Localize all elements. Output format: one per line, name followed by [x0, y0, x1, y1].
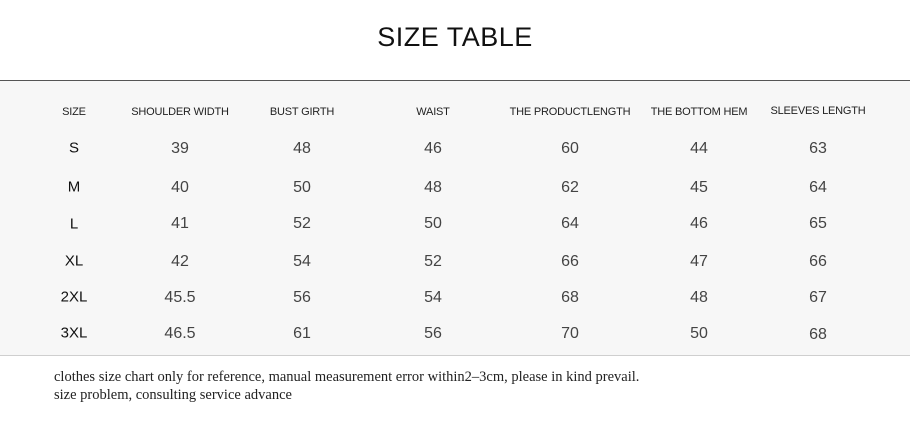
header-bust-girth: BUST GIRTH — [269, 106, 335, 118]
table-cell: 39 — [171, 140, 189, 157]
header-size: SIZE — [62, 106, 86, 118]
page-title: SIZE TABLE — [377, 22, 533, 52]
size-table-panel — [0, 81, 910, 355]
table-cell: M — [67, 178, 81, 196]
table-cell: 52 — [293, 215, 311, 232]
table-cell: XL — [64, 252, 84, 270]
table-cell: L — [69, 215, 79, 233]
table-cell: 42 — [171, 253, 189, 270]
table-cell: 68 — [561, 289, 579, 306]
header-sleeves-length: SLEEVES LENGTH — [770, 105, 866, 117]
table-cell: 48 — [424, 179, 442, 196]
table-cell: 45 — [690, 179, 708, 196]
table-cell: 52 — [424, 253, 442, 270]
table-cell: 64 — [809, 179, 827, 196]
table-cell: 63 — [809, 140, 827, 157]
table-cell: 46.5 — [164, 325, 196, 342]
service-note: size problem, consulting service advance — [54, 387, 292, 403]
table-cell: 66 — [809, 253, 827, 270]
table-cell: 47 — [690, 253, 708, 270]
table-cell: 68 — [809, 326, 827, 343]
table-cell: 64 — [561, 215, 579, 232]
table-cell: 61 — [293, 325, 311, 342]
table-cell: 2XL — [60, 288, 88, 306]
table-cell: 54 — [293, 253, 311, 270]
table-cell: 48 — [690, 289, 708, 306]
table-cell: 60 — [561, 140, 579, 157]
table-cell: 66 — [561, 253, 579, 270]
table-cell: S — [68, 139, 80, 157]
table-cell: 44 — [690, 140, 708, 157]
header-product-length: THE PRODUCTLENGTH — [509, 106, 631, 118]
table-cell: 46 — [424, 140, 442, 157]
table-cell: 50 — [690, 325, 708, 342]
table-cell: 56 — [293, 289, 311, 306]
table-cell: 48 — [293, 140, 311, 157]
table-cell: 56 — [424, 325, 442, 342]
disclaimer-note: clothes size chart only for reference, manual measurement error within2–3cm, please in kind prevail. — [54, 369, 640, 385]
header-bottom-hem: THE BOTTOM HEM — [650, 106, 748, 118]
table-cell: 40 — [171, 179, 189, 196]
bottom-divider — [0, 355, 910, 356]
table-cell: 67 — [809, 289, 827, 306]
header-waist: WAIST — [416, 106, 450, 118]
table-cell: 3XL — [60, 324, 88, 342]
table-cell: 46 — [690, 215, 708, 232]
table-cell: 62 — [561, 179, 579, 196]
table-cell: 41 — [171, 215, 189, 232]
header-shoulder-width: SHOULDER WIDTH — [131, 106, 229, 118]
table-cell: 70 — [561, 325, 579, 342]
table-cell: 54 — [424, 289, 442, 306]
table-cell: 50 — [424, 215, 442, 232]
table-cell: 45.5 — [164, 289, 196, 306]
table-cell: 50 — [293, 179, 311, 196]
table-cell: 65 — [809, 215, 827, 232]
